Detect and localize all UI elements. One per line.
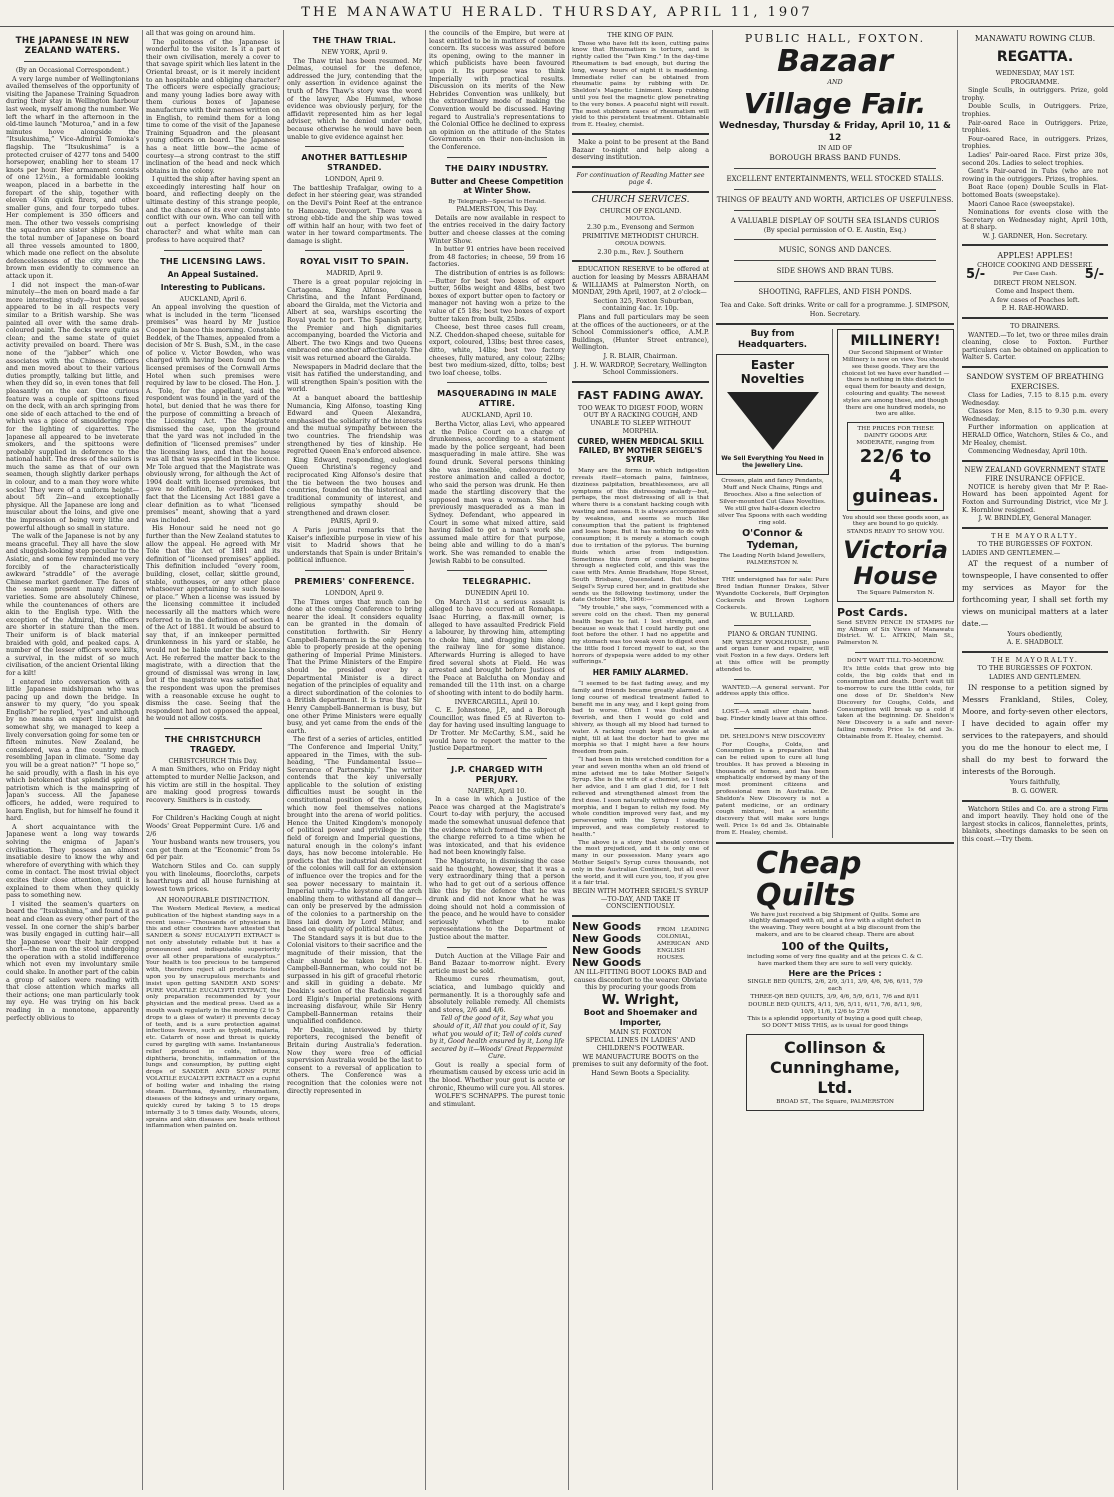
article-headline: THE JAPANESE IN NEW ZEALAND WATERS. [15,36,130,56]
advertiser-address: The Leading North Island Jewellers, PALMERSTON N. [719,552,826,566]
ad-headline: AN HONOURABLE DISTINCTION. [156,896,270,905]
ad-subheadline: TOO WEAK TO DIGEST FOOD, WORN OUT BY A RACKING COUGH, AND UNABLE TO SLEEP WITHOUT MORPHIA. [577,403,704,435]
notice: WANTED.—A general servant. For address apply this office. [716,684,829,698]
paragraph: Bertha Victor, alias Levi, who appeared at the Police Court on a charge of drunkenness, according to a statement made by the police sergeant, had been masquerading in male attire. She was found drunk. Several persons thinking she was insensible, endeavoured to restore animation and called a doctor, who said the person was drunk. He then made the startling discovery that the supposed man was a woman. She had previously masqueraded as a man in Sydney. Defendant, who appeared in Court in some what mixed attire, said having failed to get a man's work she assumed male attire for that purpose, being able and willing to do a man's work. She was remanded to enable the Jewish Rabbi to be consulted. [429,419,565,565]
paragraph: I did not inspect the man-of-war minutely—the men on board made a far more interesting study—but the vessel appeared to be in all respects very similar to a British warship. She was painted all over with the same drab-coloured paint. The decks were quite as clean; and the same state of quiet activity prevailed on board. There was none of the “jabber” which one associates with the Chinese. Officers and men moved about to their various duties promptly, talking but little, and when they did so, in even tones that fell pleasantly on the ear. One curious feature was a couple of spittoons fixed on the deck, with an arch springing from one side of each attached to the end of which was a piece of smouldering rope for the lighting of cigarettes. The Japanese all appeared to be inveterate smokers, and the spittoons were probably supplied in deference to the national habit. The dress of the sailors is much the same as that of our own seamen, though slightly darker perhaps in colour, and to a man they wore white socks! They were of a uniform height—about 5ft 2in—and exceptionally physique. All the Japanese are long and muscular about the loins, and give one the impression of being very lithe and powerful although so small in stature. [6,280,139,532]
signature: J. W. BRINDLEY, General Manager. [978,514,1092,523]
notice: LOST.—A small silver chain hand-bag. Finder kindly leave at this office. [716,709,829,722]
article-headline: THE LICENSING LAWS. [160,256,266,266]
notice: Further information on application at HERALD Office, Watchorn, Stiles & Co., and Mr Healey, chemist. [962,423,1108,447]
rule [734,210,936,211]
advertiser-address: MAIN ST. FOXTON [609,1027,672,1036]
notice-subheading: TO THE BURGESSES OF FOXTON. [977,664,1093,673]
ad-headline: Buy from Headquarters. [737,329,808,351]
price-line: DOUBLE BED QUILTS, 4/11, 5/6, 5/11, 6/11, 7/6, 8/11, 9/6, 10/9, 11/6, 12/6 to 27/6 [747,1001,923,1015]
ad-subheadline: CURED, WHEN MEDICAL SKILL FAILED, BY MOTHER SEIGEL'S SYRUP. [577,437,704,465]
paragraph: In a case in which a Justice of the Peace was charged at the Magistrate's Court to-day with perjury, the accused made the somewhat unusual defence that the evidence which formed the subject of the charge referred to a time when he was intoxicated, and that his evidence had not been knowingly false. [429,795,565,857]
prices-heading: Here are the Prices : [788,969,882,979]
advertisement-text: Our Second Shipment of Winter Millinery is now on view. You should see these goods. They are the choicest lot we have ever handled —there is nothing in this district to equal them for beauty and design, colouring and quality. The newest styles are among these, and though there are one hundred models, no two are alike. [841,350,950,418]
rule [734,679,811,680]
ad-headline: THE KING OF PAIN. [607,31,674,39]
price-line: SINGLE BED QUILTS, 2/6, 2/9, 3/11, 3/9, 4/6, 5/6, 6/11, 7/9 each [747,979,923,993]
paragraph: In butter 91 entries have been received from 48 factories; in cheese, 59 from 16 factories. [429,245,565,269]
paragraph: Cheese, best three cases full cream, N.Z. Cheddon-shaped cheese, suitable for export, coloured, 13lbs; best three cases, ditto, white, 14lbs; best two factory cheeses, fully matured, any colour, 22lbs; best two medium-sized, ditto, tolbs; best two loaf cheese, tolbs. [429,323,565,377]
paragraph: King Edward, responding, eulogised Queen Christina's regency and reciprocated King Alfonso's desire that the tie between the two houses and countries, founded on the historical and traditional community of interest, and religious sympathy should be strengthened and drawn closer. [287,455,422,517]
cheap-quilts-logo: Cheap Quilts [756,845,862,913]
advertisement-text: The above is a story that should convince the most prejudiced, and it is only one of many in our possession. Many years ago Mother Seigel's Syrup cures thousands, not only in the Australian Continent, but all over the world, and it will cure you, too, if you give it a fair trial. [572,839,709,887]
dateline: INVERCARGILL, April 10. [454,697,540,706]
signature: W. BULLARD. [750,611,795,620]
notice: Commencing Wednesday, April 10th. [968,447,1088,456]
advertisement-text: WE MANUFACTURE BOOTS on the premises to suit any deformity of the foot. [572,1052,709,1069]
rule [716,323,954,325]
subheadline: Interesting to Publicans. [160,282,266,292]
ad-tagline: We Sell Everything You Need in the Jewellery Line. [721,456,824,470]
notice-heading: THE MAYORALTY. [991,655,1079,664]
paragraph: The Thaw trial has been resumed. Mr Delmas, counsel for the defence, addressed the jury, contending that the only assertion in evidence against the truth of Mrs Thaw's story was the word of the lawyer, Abe Hummel, whose evidence was obviously perjury, for the affidavit represented him as her legal adviser, which he denied under oath, because otherwise he would have been unable to give evidence against her. [287,56,422,141]
rule [24,61,121,62]
subheadline: An Appeal Sustained. [167,269,259,279]
price-box [847,422,944,510]
rule [164,728,262,729]
article-headline: MASQUERADING IN MALE ATTIRE. [437,389,557,409]
dateline: LONDON, April 9. [325,589,384,598]
notice-heading: NEW ZEALAND GOVERNMENT STATE FIRE INSURANCE OFFICE. [964,465,1106,483]
rule [572,166,709,168]
apples-source: DIRECT FROM NELSON. [993,278,1077,287]
notice: NOTICE is hereby given that Mr P. Rae-Howard has been appointed Agent for Foxton and Surrounding District, vice Mr J. K. Hornblow resigned. [962,482,1108,514]
ad-headline: Post Cards. [837,605,908,619]
article-headline: ANOTHER BATTLESHIP STRANDED. [301,153,408,173]
new-goods-heading: New Goods [572,931,642,945]
paragraph: the councils of the Empire, but were at least entitled to be in matters of common concern. Its success was assured before its opening, owing to the manner in which publicists have been favoured upon it. Its purpose was to think Imperially with practical results. Discussion on its merits of the New Hebrides Convention was unlikely, but the extraordinary mode of making the Convention would be discussed. Having regard to Australia's representations to the Colonial Office he declined to express an opinion on the attitude of the States Governments on their non-inclusion in the Conference. [429,30,565,151]
rule [962,244,1108,246]
column-divider [142,30,143,1490]
subheadline: Butter and Cheese Competition at Winter Show. [430,176,564,195]
article-headline: THE THAW TRIAL. [312,36,397,45]
beneficiary: BOROUGH BRASS BAND FUNDS. [769,153,901,163]
advertisement-text: SPECIAL LINES IN LADIES' AND CHILDREN'S FOOTWEAR. [585,1036,696,1052]
rule [447,758,547,759]
regatta-event: Gent's Pair-oared in Tubs (who are not rowing in the outriggers. Prizes, trophies. [962,167,1108,183]
signature: P. H. RAE-HOWARD. [1001,304,1069,313]
notice: Section 325, Foxton Suburban, containing 4ac. 1r. 10p. [593,296,694,313]
column-1 [6,30,139,1490]
club-name: MANAWATU ROWING CLUB. [974,34,1096,43]
notice: WOLFE'S SCHNAPPS. The purest tonic and stimulant. [429,1092,565,1108]
rule [572,915,709,917]
advertisement-text: Those who have felt its keen, cutting pains know that Rheumatism is torture, and is rightly called the “Pain King.” In the day-time Rheumatism is bad enough, but during the long, weary hours of night it is maddening. Immediate relief can be obtained from rheumatic pains by rubbing with Dr. Sheldon's Magnetic Liniment. Keep rubbing until you feel the magnetic glow penetrating to the very bones. A peaceful night will result. The most stubborn cases of rheumatism will yield to this persistent treatment. Obtainable from E. Healey, chemist. [572,40,709,129]
church-name: PRIMITIVE METHODIST CHURCH. [582,231,699,240]
bazaar-line: (By special permission of O. E. Austin, Esq.) [763,226,907,235]
easter-box [716,354,829,475]
regatta-event: Maori Canoe Race (sweepstake). [968,199,1075,208]
column-divider [425,30,426,1490]
paragraph: I entered into conversation with a little Japanese midshipman who was pacing up and down the bridge. In answer to my query, “do you speak English?” he replied, “yes” and although by no means an expert linguist and somewhat shy, we managed to keep a lively conversation going for some ten or fifteen minutes. New Zealand, he considered, was a fine country much resembling Japan in climate. “Some day you will be a great nation?” “I hope so,” he said proudly, with a flash in his eye which betokened that splendid spirit of patriotism which is the mainspring of Japan's success. All the Japanese officers, he added, were required to learn English, but for himself he found it hard. [6,677,139,823]
notice: Your husband wants new trousers, you can get them at the “Economic” from 5s 6d per pair. [146,838,280,862]
rule [962,317,1108,319]
dateline: PARIS, April 9. [330,517,379,526]
paragraph: His Honour said he need not go further than the New Zealand statutes to allow the appeal. He agreed with Mr Tole that the Act of 1881 and its definition of “licensed premises” applied. This definition included “every room, building, closet, cellar, skittle ground, stable, outhouses, or any other place whatsoever appertaining to such house or place.” When a license was issued by the licensing committee it included necessarily all the matters which were referred to in the definition of section 4 of the Act of 1881. It would be absurd to say that, if an innkeeper permitted drunkenness in his yard or stable, he would not be liable under the Licensing Act. He referred the matter back to the magistrate, with a direction that the ground of dismissal was wrong in law, but if the magistrate was satisfied that the respondent was upon the premises with a reasonable excuse he ought to dismiss the case. Seeing that the respondent had not opposed the appeal, he would not allow costs. [146,524,280,723]
notice-subheading: TO THE BURGESSES OF FOXTON. [977,540,1093,549]
ad-row [716,329,954,837]
rule [716,842,954,844]
bazaar-line: EXCELLENT ENTERTAINMENTS, WELL STOCKED STALLS. [726,175,944,184]
new-goods-source: FROM LEADING COLONIAL, AMERICAN AND ENGLISH HOUSES. [657,927,709,962]
column-divider [712,30,713,1490]
advertiser-address: BROAD ST., The Square, PALMERSTON [776,1099,894,1106]
signature: J. H. W. WARDROP, Secretary, Wellington School Commissioners. [574,360,707,377]
column-2 [146,30,280,1490]
rule [734,260,936,261]
new-goods-stack [572,921,657,969]
advertiser-name: Collinson & Cunninghame, Ltd. [769,1038,901,1098]
rule [572,381,709,383]
article-headline: ROYAL VISIT TO SPAIN. [299,257,410,267]
bazaar-line: SHOOTING, RAFFLES, AND FISH PONDS. [758,288,912,297]
dateline: PALMERSTON, This Day. [456,205,538,214]
signature: A. E. SHADBOLT. [1006,638,1064,647]
notice: MR WESLEY WOOLHOUSE, piano and organ tuner and repairer, will visit Foxton in a few days. Orders left at this office will be promptly attended to. [716,639,829,673]
dateline: AUCKLAND, April 6. [179,294,247,303]
advertisement-text: Crosses, plain and fancy Pendants, Muff and Neck Chains, Rings and Brooches. Also a fine selection of Silver-mounted Cut Glass Novelties. [719,478,826,505]
paragraph: On March 31st a serious assault is alleged to have occurred at Romahapa. Isaac Hurring, a flax-mill owner, is alleged to have assaulted Fredrick Field a labourer, by throwing him, attempting to choke him, and dragging him along the railway line for some distance. Afterwards Hurring is alleged to have fired several shots at Field. He was arrested and brought before Justices of the Peace at Balclutha on Monday and remanded till the 11th inst. on a charge of shooting with intent to do bodily harm. [429,597,565,697]
dateline: LONDON, April 9. [325,175,384,184]
paragraph: At a banquet aboard the battleship Numancia, King Alfonso, toasting King Edward and Queen Alexandra, emphasised the solidarity of the interests and the mutual sympathy between the two countries. The friendship was strengthened by ties of kinship. He regretted Queen Ena's enforced absence. [287,393,422,456]
rule [734,239,936,240]
price-intro: THE PRICES FOR THESE DAINTY GOODS ARE MODERATE, ranging from [856,426,935,446]
notice: Watchorn Stiles and Co. are a strong Firm and import heavily. They hold one of the largest stocks in calicos, flannelettes, prints, blankets, sheetings damasks to be seen on this coast.—Try them. [962,804,1108,844]
regatta-event: Single Sculls, in outriggers. Prize, gold trophy. [962,86,1108,102]
church-name: CHURCH OF ENGLAND. [599,206,682,215]
advertisement-text: “I had been in this wretched condition for a year and seven months when an old friend of mine advised me to take Mother Seigel's Syrup. She is the wife of a chemist, so I took her advice, and I am glad I did, for I felt relieved and strengthened almost from the first dose. I soon naturally withdrew using the morphia, and I began to relish my food. My whole condition improved very fast, and my persevering with the Syrup I steadily improved, and was completely restored to health.” [572,757,709,838]
programme-heading: PROGRAMME. [1010,77,1060,86]
regatta-event: Four-oared Race, in outriggers. Prizes, trophies. [962,134,1108,151]
rule [572,133,709,135]
paragraph: The Standard says it is but due to the Colonial visitors to their sacrifice and the magnitude of their mission, that the chair should be taken by Sir H. Campbell-Bannerman, who could not be surpassed in his gift of graceful rhetoric and skill in guiding a debate. Mr Deakin's section of the Radicals regard Lord Elgin's Imperial pretensions with increasing disfavour, while Sir Henry Campbell-Bannerman retains their unqualified confidence. [287,933,422,1026]
rule [734,281,936,282]
verse: Tell of the good of it, Say what you should of it, All that you could of it, Say what you would of it; Tell of colds cured by it, Good health ensured by it, Long life secured by it—Woods' Great Peppermint Cure. [429,1014,565,1061]
continuation-note: For continuation of Reading Matter see page 4. [576,170,705,187]
paragraph: A man Smithers, who on Friday night attempted to murder Nellie Jackson, and his victim are still in the hospital. They are making good progress towards recovery. Smithers is in custody. [146,765,280,804]
apples-price-label: Per Case Cash. [1012,271,1058,278]
rule [447,157,547,158]
dateline: CHRISTCHURCH This Day. [168,756,258,765]
notice: For Children's Hacking Cough at night Woods' Great Peppermint Cure. 1/6 and 2/6 [146,814,280,838]
salutation: LADIES AND GENTLEMEN. [989,672,1081,681]
rule [855,652,936,653]
paragraph: The first of a series of articles, entitled “The Conference and Imperial Unity,” appeared in the Times, with the sub-heading, “The Fundamental Issue—Severance of Partnership.” The writer contends that the key universally applicable to the solution of existing difficulties must be sought in the constitutional position of the colonies, which now feel themselves nations brought into the arena of world politics. Hence the United Kingdom's monopoly of political power and privilege in the field of foreign and Imperial questions, natural enough in the colony's infant days, has now become intolerable. He predicts that the industrial development of the colonies will call for an extension of influence over the tropics and for the sea power necessary to maintain it. Imperial unity—the keystone of the arch enabling them to withstand all danger—can only be preserved by the admission of the colonies to a partnership on the lines laid down by Lord Milner, and based on equality of political status. [287,735,422,934]
easter-novelties: Easter Novelties [740,358,805,387]
paragraph: A short acquaintance with the Japanese went a long way towards solving the enigma of Japan's civilisation. They possess an almost insatiable desire to know the why and wherefore of everything with which they come in contact. The most trivial object excites their close attention, until it is explained to them when they quickly pass to something new. [6,822,139,900]
advertisement-text: AN ILL-FITTING BOOT LOOKS BAD and causes discomfort to the wearer. Obviate this by procuring your goods from [573,967,708,992]
church-time: 2.30 p.m., Rev. J. Southern [597,247,684,256]
bazaar-and: AND [827,78,843,86]
column-divider [568,30,569,1490]
rule [734,571,811,572]
dateline: DUNEDIN April 10. [464,589,530,598]
article-headline: THE DAIRY INDUSTRY. [445,163,549,173]
notice: Class for Ladies, 7.15 to 8.15 p.m. every Wednesday. [962,391,1108,407]
rule [962,800,1108,802]
church-time: 2.30 p.m., Evensong and Sermon [586,222,695,231]
in-aid: IN AID OF [817,143,853,152]
paragraph: A very large number of Wellingtonians availed themselves of the opportunity of visiting the Japanese Training Squadron during their stay in Wellington harbour last week, myself among the number. We left the wharf in the afternoon in the old-time launch “Moturoa,” and in a few minutes hove alongside the “Itsukushima,” Vice-Admiral Tomioka's flagship. The “Itsukushima” is a protected cruiser of 4277 tons and 5400 horsepower, enabling her to steam 17 knots per hour. Her armament consists of one 12½in., a formidable looking weapon, placed in a barbette in the forepart of the ship, together with eleven 4⅞in quick firers, and other smaller guns, and four torpedo tubes. Her complement is 350 officers and men. The other two vessels comprising the squadron are sister ships. So that the total number of Japanese on board all three vessels amounted to 1800, which made one reflect on the absolute defencelessness of the city were the brown men evidently to commence an attack upon it. [6,74,139,281]
rule [447,382,547,383]
church-place: MOUTOA. [625,216,656,223]
paragraph: There is a great popular rejoicing in Cartagena. King Alfonso, Queen Christina, and the Infant Ferdinand, aboard the Giralda, met the Victoria and Albert at sea, warships escorting the Royal yacht to port. The Spanish party, the Premier and high dignitaries accompanying, boarded the Victoria and Albert. The two Kings and two Queens embraced one another affectionately. The visit was returned aboard the Giralda. [287,278,422,362]
paragraph: I visited the seamen's quarters on board the “Itsukushima,” and found it as neat and clean as every other part of the vessel. In one corner the ship's barber was busily engaged in cutting hair—all the Japanese wear their hair cropped short—the man on the stool undergoing the operation with a stolid indifference which not even my involuntary smile could shake. In another part of the cabin a group of sailors were reading with that close attention which marks all their actions; one man particularly took my eye. He was trying on his back reading in a monotone, apparently perfectly oblivious to [6,899,139,1022]
paragraph: The distribution of entries is as follows:—Butter for best two boxes of export butter, 56lbs weight and 48lbs, best two boxes of export butter open to factory or manager not having won a prize to the value of £5 18s; best two boxes of export butter taken from bulk, 25lbs. [429,269,565,323]
closing: Yours faithfully, [1009,778,1061,787]
advertisement-text: Many are the forms in which indigestion reveals itself—stomach pains, faintness, dizziness palpitation, breathlessness, are all symptoms of this distressing malady—but, perhaps, the most distressing of all is that where there is a constant hacking cough with wasting and nausea. It is always accompanied by weakness, and seems so much like consumption that the patient is frightened and loses hope. But it has nothing to do with consumption; it is merely a stomach cough due to irritation of the pylorus. The burning fluids which arise from indigestion. Sometimes this form of complaint begins through a neglected cold, and this was the case with Mrs. Annie Bradshaw, Hope Street, South Brisbane, Queensland. But Mother Seigel's Syrup cured her, and in gratitude she sends us the following testimony, under the date October 19th, 1906:— [572,468,709,604]
notice: AT the request of a number of townspeople, I have consented to offer my services as Mayor for the forthcoming year, I shall set forth my views on municipal matters at a later date.— [962,558,1108,628]
new-goods-heading: New Goods [572,943,642,957]
new-goods-heading: New Goods [572,919,642,933]
regatta-date: WEDNESDAY, MAY 1ST. [995,69,1075,77]
price-line: THREE-QR BED QUILTS, 3/9, 4/6, 5/9, 6/11, 7/6 and 8/11 [750,994,920,1001]
notice-heading: DR. SHELDON'S NEW DISCOVERY [719,733,826,740]
apples-price: 5/- [966,267,986,283]
advertisement-text: The Western Medical Review, a medical publication of the highest standing says in a recent issue:—“Thousands of physicians in this and other countries have attested that SANDER & SONS' EUCALYPTI EXTRACT is not only absolutely reliable but it has a pronounced and indisputable superiority over all other preparations of eucalyptus.” Your health is too precious to be tampered with, therefore reject all products foisted upon you by unscrupulous merchants and insist upon getting SANDER AND SONS' PURE VOLATILE EUCALYPTI EXTRACT, the only preparation recommended by your physician and the medical press. Used as a mouth wash regularly in the morning (2 to 5 drops to a glass of water) it prevents decay of teeth, and is a sure protection against infectious fevers, such as typhoid, malaria, etc. Catarrh of nose and throat is quickly cured by gargling with same. Instantaneous relief produced in colds, influenza, diphtheria, bronchitis, inflammation of the lungs and consumption, by putting eight drops of SANDER AND SONS' PURE VOLATILE EUCALYPTI EXTRACT on a cupful of boiling water and inhaling the rising steam. Diarrhœa, dysentry, rheumatism, diseases of the kidneys and urinary organs, quickly cured by taking 5 to 15 drops internally 3 to 5 times daily. Wounds, ulcers, sprains and skin diseases are heals without inflammation when painted on. [146,905,280,1130]
closing: Yours obediently, [1007,629,1063,638]
notice-heading: SANDOW SYSTEM OF BREATHING EXERCISES. [966,372,1104,391]
regatta-event: Pair-oared Race in Outriggers. Prize, trophies. [962,118,1108,135]
dateline: AUCKLAND, April 10. [461,411,533,420]
dateline: MADRID, April 9. [326,269,383,278]
church-place: OROUA DOWNS. [615,241,666,248]
advertiser-name: O'Connor & Tydeman, [742,527,803,551]
advertiser-trade: Boot and Shoemaker and Importer, [583,1007,698,1027]
section-title: CHURCH SERVICES. [591,194,690,205]
paragraph: I quitted the ship after having spent an exceedingly interesting half hour on board, and reflecting deeply on the ultimate destiny of this strange people, and the chances of its ever coming into conflict with our own. Who can tell with out a perfect knowledge of their character? and what white man can profess to have acquired that? [146,175,280,245]
apples-price: 5/- [1084,267,1104,283]
rule [962,366,1108,368]
rule [305,250,404,251]
signature: J. R. BLAIR, Chairman. [603,352,678,361]
notice: THE undersigned has for sale: Pure Bred Indian Runner Drakes, Silver Wyandotte Cockerels, Buff Orpington Cockerels and Brown Leghorn Cockerels. [716,577,829,611]
bazaar-title: Bazaar [777,44,893,79]
advertisement-text: “My trouble,” she says, “commenced with a severe cold on the chest. Then my general health began to fail. I lost strength, and because so weak that I could hardly put one foot before the other. I had no appetite and my stomach was too weak even to digest even the little food I forced myself to eat, so the horrors of dyspepsia were added to my other sufferings.” [572,605,709,666]
advertisement-text: Hand Sewn Boots a Speciality. [591,1068,690,1077]
rule [962,460,1108,462]
signature: W. J. GARDNER, Hon. Secretary. [982,231,1088,240]
signature: B. G. GOWER. [1011,787,1059,796]
advertisement-text: It's little colds that grow into big colds, the big colds that end in consumption and death. Don't wait till to-morrow to cure the little colds, for one dose of Dr. Sheldon's New Discovery for Coughs, Colds, and Consumption will break up a cold if taken at the beginning. Dr. Sheldon's New Discovery is a safe and never-failing remedy. Price 1s 6d and 3s. Obtainable from E. Healey, chemist. [837,665,954,740]
rule [305,570,404,571]
article-headline: PREMIERS' CONFERENCE. [294,577,415,587]
notice: Watchorn Stiles and Co. can supply you with linoleums, floorcloths, carpets hearthrugs and all house furnishing at lowest town prices. [146,862,280,893]
apples-heading: APPLES! APPLES! [997,251,1073,261]
advertisement-text: “I seemed to be fast fading away, and my family and friends became greatly alarmed. A long course of medical treatment failed to benefit me in any way, and I kept going from bad to worse. Often I was flushed and feverish, and then I would go cold and shivery, as though all my blood had turned to water. A racking cough kept me awake at night, till at last the doctor had to give me morphia so that I might have a few hours freedom from pain. [572,681,709,756]
hall-heading: PUBLIC HALL, FOXTON. [744,32,926,45]
column-7 [962,30,1108,1490]
dateline: NEW YORK, April 9. [321,48,388,56]
rule [305,146,404,147]
byline: By Telegraph—Special to Herald. [448,198,546,205]
notice-heading: TO DRAINERS. [1010,322,1060,331]
bazaar-line: A VALUABLE DISPLAY OF SOUTH SEA ISLANDS CURIOS [730,217,940,226]
advertiser-name: W. Wright, [601,992,680,1008]
salutation: LADIES AND GENTLEMEN.— [962,548,1061,557]
notice: Make a point to be present at the Band Bazaar to-night and help along a deserving institution. [572,137,709,162]
paragraph: An appeal involving the question of what is included in the term “licensed premises” was heard by Mr Justice Cooper in banco this morning. Constable Beddek, of the Thames, appealed from a decision of Mr S. Bush, S.M., in the case of police v. Victor Bowden, who was charged with having been found on the licensed premises of the Cornwall Arms Hotel when such premises were required by law to be closed. The Hon. J. A. Tole, for the appellant, said the respondent was found in the yard of the hotel, but denied that he was there for the purpose of committing a breach of the Licensing Act. The Magistrate dismissed the case, upon the ground that the yard was not included in the definition of “licensed premises” under the licensing laws, and that the house was all that was specified in the licence. Mr Tole argued that the Magistrate was obviously wrong, for although the Act of 1904 dealt with licensed premises, but gave no definition, he overlooked the fact that the Licensing Act 1881 gave a clear definition as to what “licensed premises” meant, showing that a yard was included. [146,303,280,524]
advertisement-text: This is a splendid opportunity of buying a good quilt cheap, SO DON'T MISS THIS, as is usual for good things [747,1016,923,1030]
rule [734,168,936,169]
ad-headline: FAST FADING AWAY. [577,388,704,402]
ad-subheadline: HER FAMILY ALARMED. [592,668,689,678]
paragraph: Details are now available in respect to the entries received in the dairy factory butter and cheese classes at the coming Winter Show. [429,213,565,245]
masthead: THE MANAWATU HERALD. THURSDAY, APRIL 11, 1907 [0,0,1114,27]
rule [962,527,1108,529]
village-fair-title: Village Fair. [743,86,927,120]
apples-note: Come and Inspect them. [995,287,1075,296]
notice-heading: PIANO & ORGAN TUNING. [727,629,818,638]
quilt-count: 100 of the Quilts, [780,939,890,953]
column-5 [572,30,709,1490]
advertisement-text: We still give half-a-dozen electro silver Tea Spoons with each wedding ring sold. [718,506,827,526]
collinson-box [746,1034,924,1111]
column-6 [716,30,954,1490]
apples-subheading: CHOICE COOKING AND DESSERT. [977,261,1093,270]
regatta-event: Ladies' Pair-oared Race. First prize 30s, second 20s. Ladies to select trophies. [962,150,1108,167]
notice: Dutch Auction at the Village Fair and Band Bazaar to-morrow night. Every article must be sold. [429,951,565,975]
triangle-graphic [727,392,819,450]
advertisement-text: including some of very fine quality and at the prices C. & C. have marked them they are sure to sell very quickly. [746,953,924,967]
bazaar-line: MUSIC, SONGS AND DANCES. [778,246,892,255]
regatta-event: Boat Race (open) Double Sculls in Flat-bottomed Boats (sweepstake). [962,183,1108,199]
paragraph: The Times urges that much can be done at the coming Conference to bring nearer the ideal. It considers equality can be granted in the domain of constitution forthwith. Sir Henry Campbell-Bannerman is the only person able to properly preside at the opening gathering of Imperial Prime Ministers. That the Prime Ministers of the Empire should be presided over by a Departmental Minister is a direct negation of the principles of equality and a direct subordination of the colonies to a British department. It is true that Sir Henry Campbell-Bannerman is busy, but one other Prime Ministers were equally busy, and yet came from the ends of the earth. [287,597,422,735]
notice: Classes for Men, 8.15 to 9.30 p.m. every Wednesday. [962,407,1108,423]
jewellery-ad [716,329,833,837]
rule [447,947,547,948]
regatta-event: Double Sculls, in Outriggers. Prize, trophies. [962,102,1108,118]
advertiser-address: The Square Palmerston N. [856,589,935,596]
rule [734,625,811,626]
notice: Plans and full particulars may be seen at the offices of the auctioneers, or at the School Commissioner's office, A.M.P. Buildings, (Hunter Street entrance), Wellington. [572,313,709,352]
ad-call-to-action: BEGIN WITH MOTHER SEIGEL'S SYRUP—TO-DAY, AND TAKE IT CONSCIENTIOUSLY. [572,887,709,911]
notice-heading: THE MAYORALTY. [991,531,1079,540]
rule [734,728,811,729]
advertisement-text: STANDS READY TO SHOW YOU. [846,529,945,536]
article-headline: THE CHRISTCHURCH TRAGEDY. [165,734,261,754]
paragraph: A Paris journal remarks that the Kaiser's inflexible purpose in view of his visit to Madrid shows that he understands that Spain is under Britain's political influence. [287,526,422,565]
new-goods-heading: New Goods [572,955,642,969]
column-divider [957,30,958,1490]
rule [572,191,709,193]
column-4 [429,30,565,1490]
advertisement-text: We have just received a big Shipment of Quilts. Some are slightly damaged with oil, and a few with a slight defect in the weaving. They were bought at a big discount from the makers, and are to be cleared cheap. There are about [748,911,922,939]
advertisement-text: Send SEVEN PENCE IN STAMPS for my Album of Six Views of Manawatu District. W. L. AITKIN, Main St., Palmerston N. [837,619,954,647]
paragraph: The Magistrate, in dismissing the case said he thought, however, that it was a very extraordinary thing that a person who had to get out of a serious offence like this by the defence that he was drunk and did not know what he was doing should not hold a commission of the peace, and he would have to consider seriously whether to make representations to the Department of Justice about the matter. [429,857,565,941]
notice: Rheumo cures rheumatism, gout, sciatica, and lumbago quickly and permanently. It is a thoroughly safe and absolutely reliable remedy. All chemists and stores, 2/6 and 4/6. [429,975,565,1014]
ad-headline: MILLINERY! [850,333,941,350]
paragraph: Newspapers in Madrid declare that the visit has ratified the understanding, and will strengthen Spain's position with the world. [287,362,422,394]
millinery-ad [837,329,954,837]
dateline: NAPIER, April 10. [467,786,527,795]
rule [962,651,1108,653]
notice: Gout is really a special form of rheumatism caused by excess uric acid in the blood. Whether your gout is acute or chronic, Rheumo will cure you. All stores. [429,1060,565,1092]
paragraph: The battleship Trafalgar, owing to a defect in her steering gear, was stranded on the Devil's Point Reef at the entrance to Hamoaze, Devonport. There was a strong ebb-tide and the ship was towed off within half an hour, with two feet of water in her toward compartments. The damage is slight. [287,183,422,245]
bazaar-dates: Wednesday, Thursday & Friday, April 10, 11 & 12 [719,120,951,143]
advertisement-text: You should see these goods soon, as they are bound to go quickly. [842,514,949,528]
byline: (By an Occasional Correspondent.) [15,66,130,74]
rule [572,260,709,262]
paragraph: The politeness of the Japanese is wonderful to the visitor. Is it a part of their own civilisation, merely a cover to that savage spirit which lies latent in the Oriental breast, or is it merely incident to an hospitable and obliging character? The officers were especially gracious; and many young ladies bore away with them curious boxes of Japanese manufacture with their names written on in English, to remind them for a long time to come of the visit of the Japanese Training Squadron and the pleasant young officers on board. The Japanese has a neat little bow—the acme of courtesy—a strong contrast to the stiff inclination of the head and neck which obtains in the colony. [146,37,280,175]
bazaar-line: SIDE SHOWS AND BRAN TUBS. [776,267,894,276]
paragraph: The walk of the Japanese is not by any means graceful. They all have the slow and sluggish-looking step peculiar to the Asiatic, and some few reminded me very forcibly of the characteristically awkward “straddle” of the average Chinese market gardener. The faces of the seamen present many different varieties. Some are absolutely Chinese, while the countenances of others are akin to the English type. With the exception of the Admiral, the officers are shorter in stature than the men. Their uniform is of black material braided with gold, and peaked caps. A number of the lesser officers wore kilts, a survival, in the midst of so much civilisation, of the ancient Oriental liking for a kilt! [6,532,139,677]
bazaar-line: THINGS OF BEAUTY AND WORTH, ARTICLES OF USEFULNESS. [716,196,954,205]
new-goods-block [572,921,709,969]
paragraph: C. E. Johnstone, J.P., and a Borough Councillor, was fined £5 at Riverton to-day for having used insulting language to Dr Trotter. Mr McCarthy, S.M., said he would have to report the matter to the Justice Department. [429,706,565,753]
rule [734,703,811,704]
notice: WANTED.—To let, two or three miles drain cleaning, close to Foxton. Further particulars can be obtained on application to Walter S. Carter. [962,330,1108,362]
advertisement-text: For Coughs, Colds, and Consumption is a preparation that can be relied upon to cure all lung troubles. It has proved a blessing in thousands of homes, and has been emphatically endorsed by many of the most prominent citizens and professional men in Australia. Dr. Sheldon's New Discovery is not a patent medicine, or an ordinary cough mixture, but a scientific discovery that will make sore lungs well. Price 1s 6d and 3s. Obtainable from E. Healey, chemist. [716,741,829,836]
rule [734,189,936,190]
paragraph: Mr Deakin, interviewed by thirty reporters, recognised the benefit of Britain during Australia's federation. Now they were free of official supervision Australia would be the last to consent to a reversal of application to others. The Conference was a recognition that the colonies were not directly represented in [287,1025,422,1095]
notice-heading: DON'T WAIT TILL TO-MORROW. [846,657,945,664]
price-range: 22/6 to 4 guineas. [852,445,939,507]
column-3 [287,30,422,1490]
millinery-box [837,329,954,602]
rule [164,250,262,251]
victoria-house-logo: Victoria House [843,535,948,590]
article-headline: TELEGRAPHIC. [462,577,532,587]
apples-note: A few cases of Peaches left. [990,295,1080,304]
regatta-event: Nominations for events close with the Secretary on Wednesday night, April 10th, at 8 sharp. [962,208,1108,232]
bazaar-footer: Tea and Cake. Soft drinks. Write or call for a programme. J. SIMPSON, Hon. Secretary. [720,301,950,319]
notice: EDUCATION RESERVE to be offered at auction for leasing by Messrs ABRAHAM & WILLIAMS at Palmerston North, on MONDAY, 29th April, 1907, at 2 o'clock— [572,265,709,297]
article-headline: J.P. CHARGED WITH PERJURY. [451,764,543,784]
regatta-title: REGATTA. [996,49,1074,65]
rule [447,570,547,571]
column-divider [283,30,284,1490]
notice: IN response to a petition signed by Messrs Frankland, Stiles, Coley, Moore, and forty-seven other electors, I have decided to again offer my services to the ratepayers, and should you do me the honour to elect me, I shall do my best to forward the interests of the Borough. [962,683,1108,777]
rule [164,809,262,810]
paragraph: all that was going on around him. [146,30,256,37]
